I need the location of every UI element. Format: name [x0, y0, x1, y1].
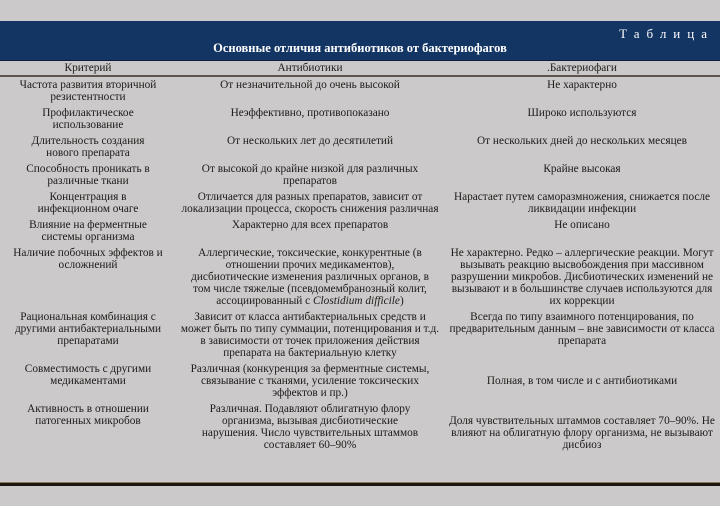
header-criterion: Критерий	[0, 61, 176, 76]
cell-criterion: Способность проникать в различные ткани	[26, 163, 150, 187]
cell-bacteriophages: Полная, в том числе и с антибиотиками	[486, 375, 678, 387]
table-row	[0, 76, 720, 105]
table-row	[0, 401, 720, 453]
table-row	[0, 245, 720, 309]
cell-criterion: Влияние на ферментные системы организма	[29, 219, 147, 243]
table-row	[0, 133, 720, 161]
cell-antibiotics: От нескольких лет до десятилетий	[226, 135, 394, 147]
cell-criterion: Совместимость с другими медикаментами	[24, 363, 152, 387]
table-row	[0, 189, 720, 217]
cell-bacteriophages: Не характерно. Редко – аллергические реакции. Могут вызывать реакцию высвобождения при массивном разрушении микробов. Дисбиотических изменений не вызывают и в большинстве случаев используются для их коррекции	[450, 247, 714, 307]
cell-criterion: Наличие побочных эффектов и осложнений	[13, 247, 163, 271]
table-row	[0, 161, 720, 189]
table-row	[0, 105, 720, 133]
cell-criterion: Частота развития вторичной резистентности	[19, 79, 157, 103]
cell-criterion: Профилактическое использование	[42, 107, 134, 131]
cell-antibiotics: Зависит от класса антибактериальных средств и может быть по типу суммации, потенцирования и т.д. в зависимости от точек приложения действия препарата на бактериальную клетку	[180, 311, 440, 359]
table-row	[0, 309, 720, 361]
cell-criterion: Рациональная комбинация с другими антибактериальными препаратами	[14, 311, 162, 347]
cell-antibiotics: От незначительной до очень высокой	[220, 79, 400, 91]
cell-criterion: Активность в отношении патогенных микробов	[27, 403, 149, 427]
table-row	[0, 361, 720, 401]
cell-antibiotics-text: Аллергические, токсические, конкурентные (в отношении прочих медикаментов), дисбиотические изменения различных органов, в том числе тяжелые (псевдомембранозный колит, ассоциированный с Clostidium difficile)	[191, 247, 429, 307]
table-title: Основные отличия антибиотиков от бактериофагов	[213, 41, 507, 55]
header-bacteriophages: .Бактериофаги	[444, 61, 720, 76]
species-name: Clostidium difficile	[313, 295, 400, 307]
table-bottom-rule	[0, 482, 720, 486]
cell-bacteriophages: Доля чувствительных штаммов составляет 70–90%. Не влияют на облигатную флору организма, не вызывают дисбиоз	[449, 415, 715, 451]
header-row	[0, 61, 720, 76]
cell-antibiotics: От высокой до крайне низкой для различных препаратов	[201, 163, 419, 187]
cell-bacteriophages: От нескольких дней до нескольких месяцев	[477, 135, 687, 147]
cell-antibiotics: Различная. Подавляют облигатную флору организма, вызывая дисбиотические нарушения. Число чувствительных штаммов составляет 60–90%	[201, 403, 419, 451]
cell-bacteriophages: Всегда по типу взаимного потенцирования, по предварительным данным – вне зависимости от класса препарата	[449, 311, 715, 347]
cell-bacteriophages: Не описано	[554, 219, 610, 231]
cell-antibiotics: Различная (конкуренция за ферментные системы, связывание с тканями, усиление токсических эффектов и пр.)	[190, 363, 430, 399]
cell-antibiotics	[176, 245, 444, 309]
cell-criterion: Длительность создания нового препарата	[31, 135, 145, 159]
table-label: Таблица	[619, 26, 714, 41]
cell-bacteriophages: Не характерно	[547, 79, 617, 91]
cell-antibiotics: Отличается для разных препаратов, зависит от локализации процесса, скорость снижения различная	[181, 191, 439, 215]
cell-bacteriophages: Нарастает путем саморазмножения, снижается после ликвидации инфекции	[453, 191, 711, 215]
table-banner	[0, 21, 720, 61]
table-row	[0, 217, 720, 245]
comparison-table	[0, 61, 720, 453]
cell-bacteriophages: Крайне высокая	[543, 163, 621, 175]
header-antibiotics: Антибиотики	[176, 61, 444, 76]
cell-antibiotics: Неэффективно, противопоказано	[230, 107, 390, 119]
cell-antibiotics: Характерно для всех препаратов	[231, 219, 389, 231]
cell-criterion: Концентрация в инфекционном очаге	[37, 191, 139, 215]
top-margin-band	[0, 0, 720, 21]
cell-bacteriophages: Широко используются	[527, 107, 637, 119]
